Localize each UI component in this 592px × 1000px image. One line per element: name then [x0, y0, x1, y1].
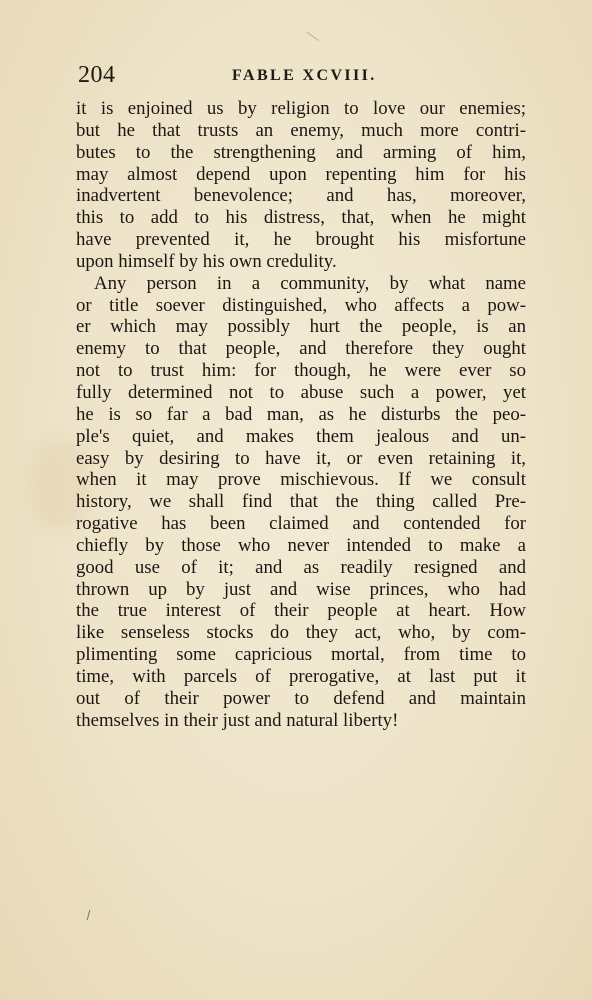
text-line: or title soever distinguished, who affects a pow- — [76, 294, 526, 316]
text-line: not to trust him: for though, he were ever so — [76, 360, 526, 382]
text-line: enemy to that people, and therefore they ought — [76, 338, 526, 360]
body-text — [76, 98, 526, 731]
text-line: have prevented it, he brought his misfortune — [76, 229, 526, 251]
text-line: ple's quiet, and makes them jealous and un- — [76, 425, 526, 447]
text-line: this to add to his distress, that, when he might — [76, 207, 526, 229]
paper-mark — [307, 32, 319, 41]
text-line: it is enjoined us by religion to love our enemies; — [76, 98, 526, 119]
text-line: he is so far a bad man, as he disturbs the peo- — [76, 403, 526, 425]
text-line: easy by desiring to have it, or even retaining it, — [76, 447, 526, 469]
text-line: inadvertent benevolence; and has, moreover, — [76, 185, 526, 207]
paragraph-start-line: Any person in a community, by what name — [94, 272, 526, 294]
paragraph-end-line: upon himself by his own credulity. — [76, 250, 337, 272]
text-line: out of their power to defend and maintain — [76, 687, 526, 709]
text-line: rogative has been claimed and contended for — [76, 513, 526, 535]
text-line: good use of it; and as readily resigned and — [76, 556, 526, 578]
paper-mark — [87, 910, 91, 920]
running-head: FABLE XCVIII. — [232, 67, 377, 84]
page-number: 204 — [78, 62, 116, 88]
text-line: like senseless stocks do they act, who, by com- — [76, 622, 526, 644]
text-line: time, with parcels of prerogative, at last put it — [76, 665, 526, 687]
text-line: thrown up by just and wise princes, who had — [76, 578, 526, 600]
text-line: chiefly by those who never intended to make a — [76, 534, 526, 556]
text-line: butes to the strengthening and arming of him, — [76, 141, 526, 163]
text-line: plimenting some capricious mortal, from time to — [76, 644, 526, 666]
text-line: history, we shall find that the thing called Pre- — [76, 491, 526, 513]
text-line: may almost depend upon repenting him for his — [76, 163, 526, 185]
text-line: when it may prove mischievous. If we consult — [76, 469, 526, 491]
paragraph-end-line: themselves in their just and natural liberty! — [76, 709, 399, 731]
page-header — [78, 62, 526, 92]
text-line: fully determined not to abuse such a power, yet — [76, 381, 526, 403]
text-line: er which may possibly hurt the people, is an — [76, 316, 526, 338]
text-line: but he that trusts an enemy, much more contri- — [76, 119, 526, 141]
text-line: the true interest of their people at heart. How — [76, 600, 526, 622]
